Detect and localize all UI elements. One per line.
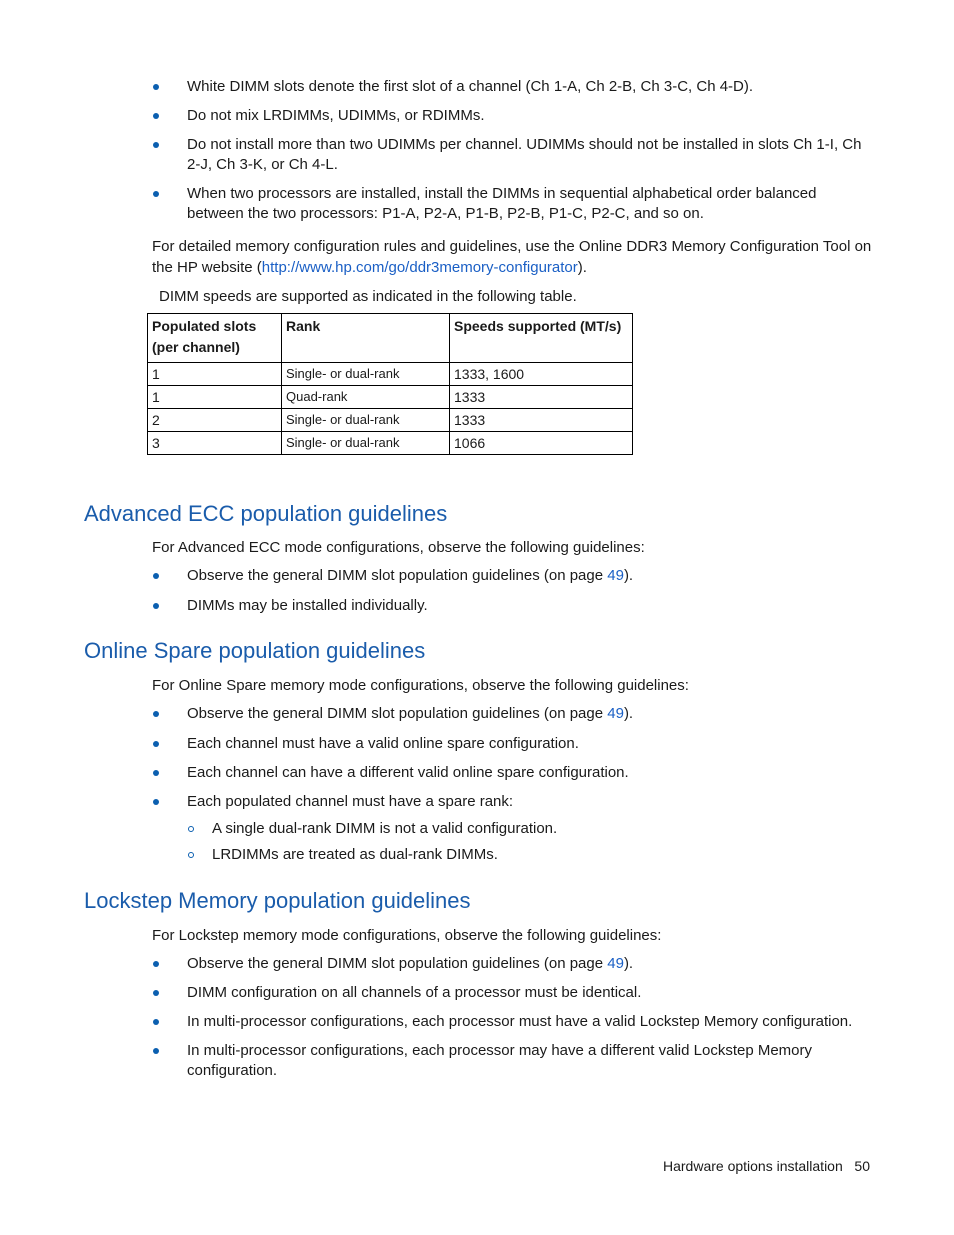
table-header-row (148, 314, 633, 363)
list-item: When two processors are installed, install the DIMMs in sequential alphabetical order balanced between the two processors: P1-A, P2-A, P1-B, P2-B, P1-C, P2-C, and so on. (152, 184, 874, 224)
list-item: Observe the general DIMM slot population guidelines (on page 49). (152, 704, 874, 724)
bullet-icon (153, 770, 159, 776)
bullet-icon (153, 990, 159, 996)
cell-rank: Single- or dual-rank (282, 432, 450, 455)
bullet-icon (153, 741, 159, 747)
cell-speeds: 1333 (450, 386, 633, 409)
list-item: Do not mix LRDIMMs, UDIMMs, or RDIMMs. (152, 106, 874, 126)
section-heading-lockstep: Lockstep Memory population guidelines (84, 888, 471, 913)
page-49-link[interactable]: 49 (607, 955, 624, 972)
cell-speeds: 1066 (450, 432, 633, 455)
online-spare-list (152, 704, 874, 812)
spare-rank-sublist (187, 819, 867, 865)
lockstep-list (152, 954, 874, 1081)
lockstep-intro: For Lockstep memory mode configurations, observe the following guidelines: (152, 927, 662, 944)
config-tool-paragraph: For detailed memory configuration rules and guidelines, use the Online DDR3 Memory Configuration Tool on the HP website (http://www.hp.com/go/ddr3memory-configurator). (152, 238, 872, 276)
bullet-icon (153, 711, 159, 717)
bullet-icon (153, 603, 159, 609)
list-item: Observe the general DIMM slot population guidelines (on page 49). (152, 954, 874, 974)
list-item: Each populated channel must have a spare rank: (152, 792, 874, 812)
bullet-icon (153, 1019, 159, 1025)
table-intro: DIMM speeds are supported as indicated in the following table. (159, 288, 577, 305)
cell-speeds: 1333, 1600 (450, 363, 633, 386)
column-header-speeds: Speeds supported (MT/s) (450, 314, 633, 363)
list-item: In multi-processor configurations, each processor may have a different valid Lockstep Memory configuration. (152, 1041, 874, 1081)
table-row (148, 386, 633, 409)
table-row (148, 363, 633, 386)
cell-slots: 1 (148, 363, 282, 386)
page-49-link[interactable]: 49 (607, 567, 624, 584)
column-header-populated-slots: Populated slots (per channel) (148, 314, 282, 363)
bullet-icon (153, 84, 159, 90)
bullet-icon (153, 961, 159, 967)
bullet-icon (153, 191, 159, 197)
list-item: Do not install more than two UDIMMs per channel. UDIMMs should not be installed in slots Ch 1-I, Ch 2-J, Ch 3-K, or Ch 4-L. (152, 135, 874, 175)
sub-list-item: A single dual-rank DIMM is not a valid configuration. (187, 819, 867, 839)
cell-rank: Quad-rank (282, 386, 450, 409)
section-heading-advanced-ecc: Advanced ECC population guidelines (84, 501, 448, 526)
advanced-ecc-list (152, 566, 874, 616)
bullet-icon (153, 799, 159, 805)
list-item: In multi-processor configurations, each processor must have a valid Lockstep Memory configuration. (152, 1012, 874, 1032)
section-heading-online-spare: Online Spare population guidelines (84, 638, 426, 663)
circle-bullet-icon (188, 852, 194, 858)
column-header-rank: Rank (282, 314, 450, 363)
list-item: White DIMM slots denote the first slot of a channel (Ch 1-A, Ch 2-B, Ch 3-C, Ch 4-D). (152, 77, 874, 97)
sub-list-item: LRDIMMs are treated as dual-rank DIMMs. (187, 845, 867, 865)
bullet-icon (153, 573, 159, 579)
page-49-link[interactable]: 49 (607, 705, 624, 722)
advanced-ecc-intro: For Advanced ECC mode configurations, observe the following guidelines: (152, 539, 645, 556)
dimm-rules-list (152, 77, 874, 224)
table-row (148, 409, 633, 432)
configurator-link[interactable]: http://www.hp.com/go/ddr3memory-configurator (261, 259, 578, 276)
cell-rank: Single- or dual-rank (282, 363, 450, 386)
page-footer (663, 1158, 870, 1174)
bullet-icon (153, 142, 159, 148)
dimm-speed-table (147, 313, 633, 455)
online-spare-intro: For Online Spare memory mode configurations, observe the following guidelines: (152, 677, 689, 694)
cell-rank: Single- or dual-rank (282, 409, 450, 432)
list-item: DIMMs may be installed individually. (152, 596, 874, 616)
list-item: DIMM configuration on all channels of a processor must be identical. (152, 983, 874, 1003)
cell-slots: 2 (148, 409, 282, 432)
cell-speeds: 1333 (450, 409, 633, 432)
circle-bullet-icon (188, 826, 194, 832)
cell-slots: 3 (148, 432, 282, 455)
cell-slots: 1 (148, 386, 282, 409)
bullet-icon (153, 1048, 159, 1054)
bullet-icon (153, 113, 159, 119)
list-item: Each channel must have a valid online spare configuration. (152, 734, 874, 754)
table-row (148, 432, 633, 455)
list-item: Observe the general DIMM slot population guidelines (on page 49). (152, 566, 874, 586)
list-item: Each channel can have a different valid online spare configuration. (152, 763, 874, 783)
footer-section-title: Hardware options installation (662, 1158, 843, 1174)
page-number: 50 (854, 1158, 870, 1174)
